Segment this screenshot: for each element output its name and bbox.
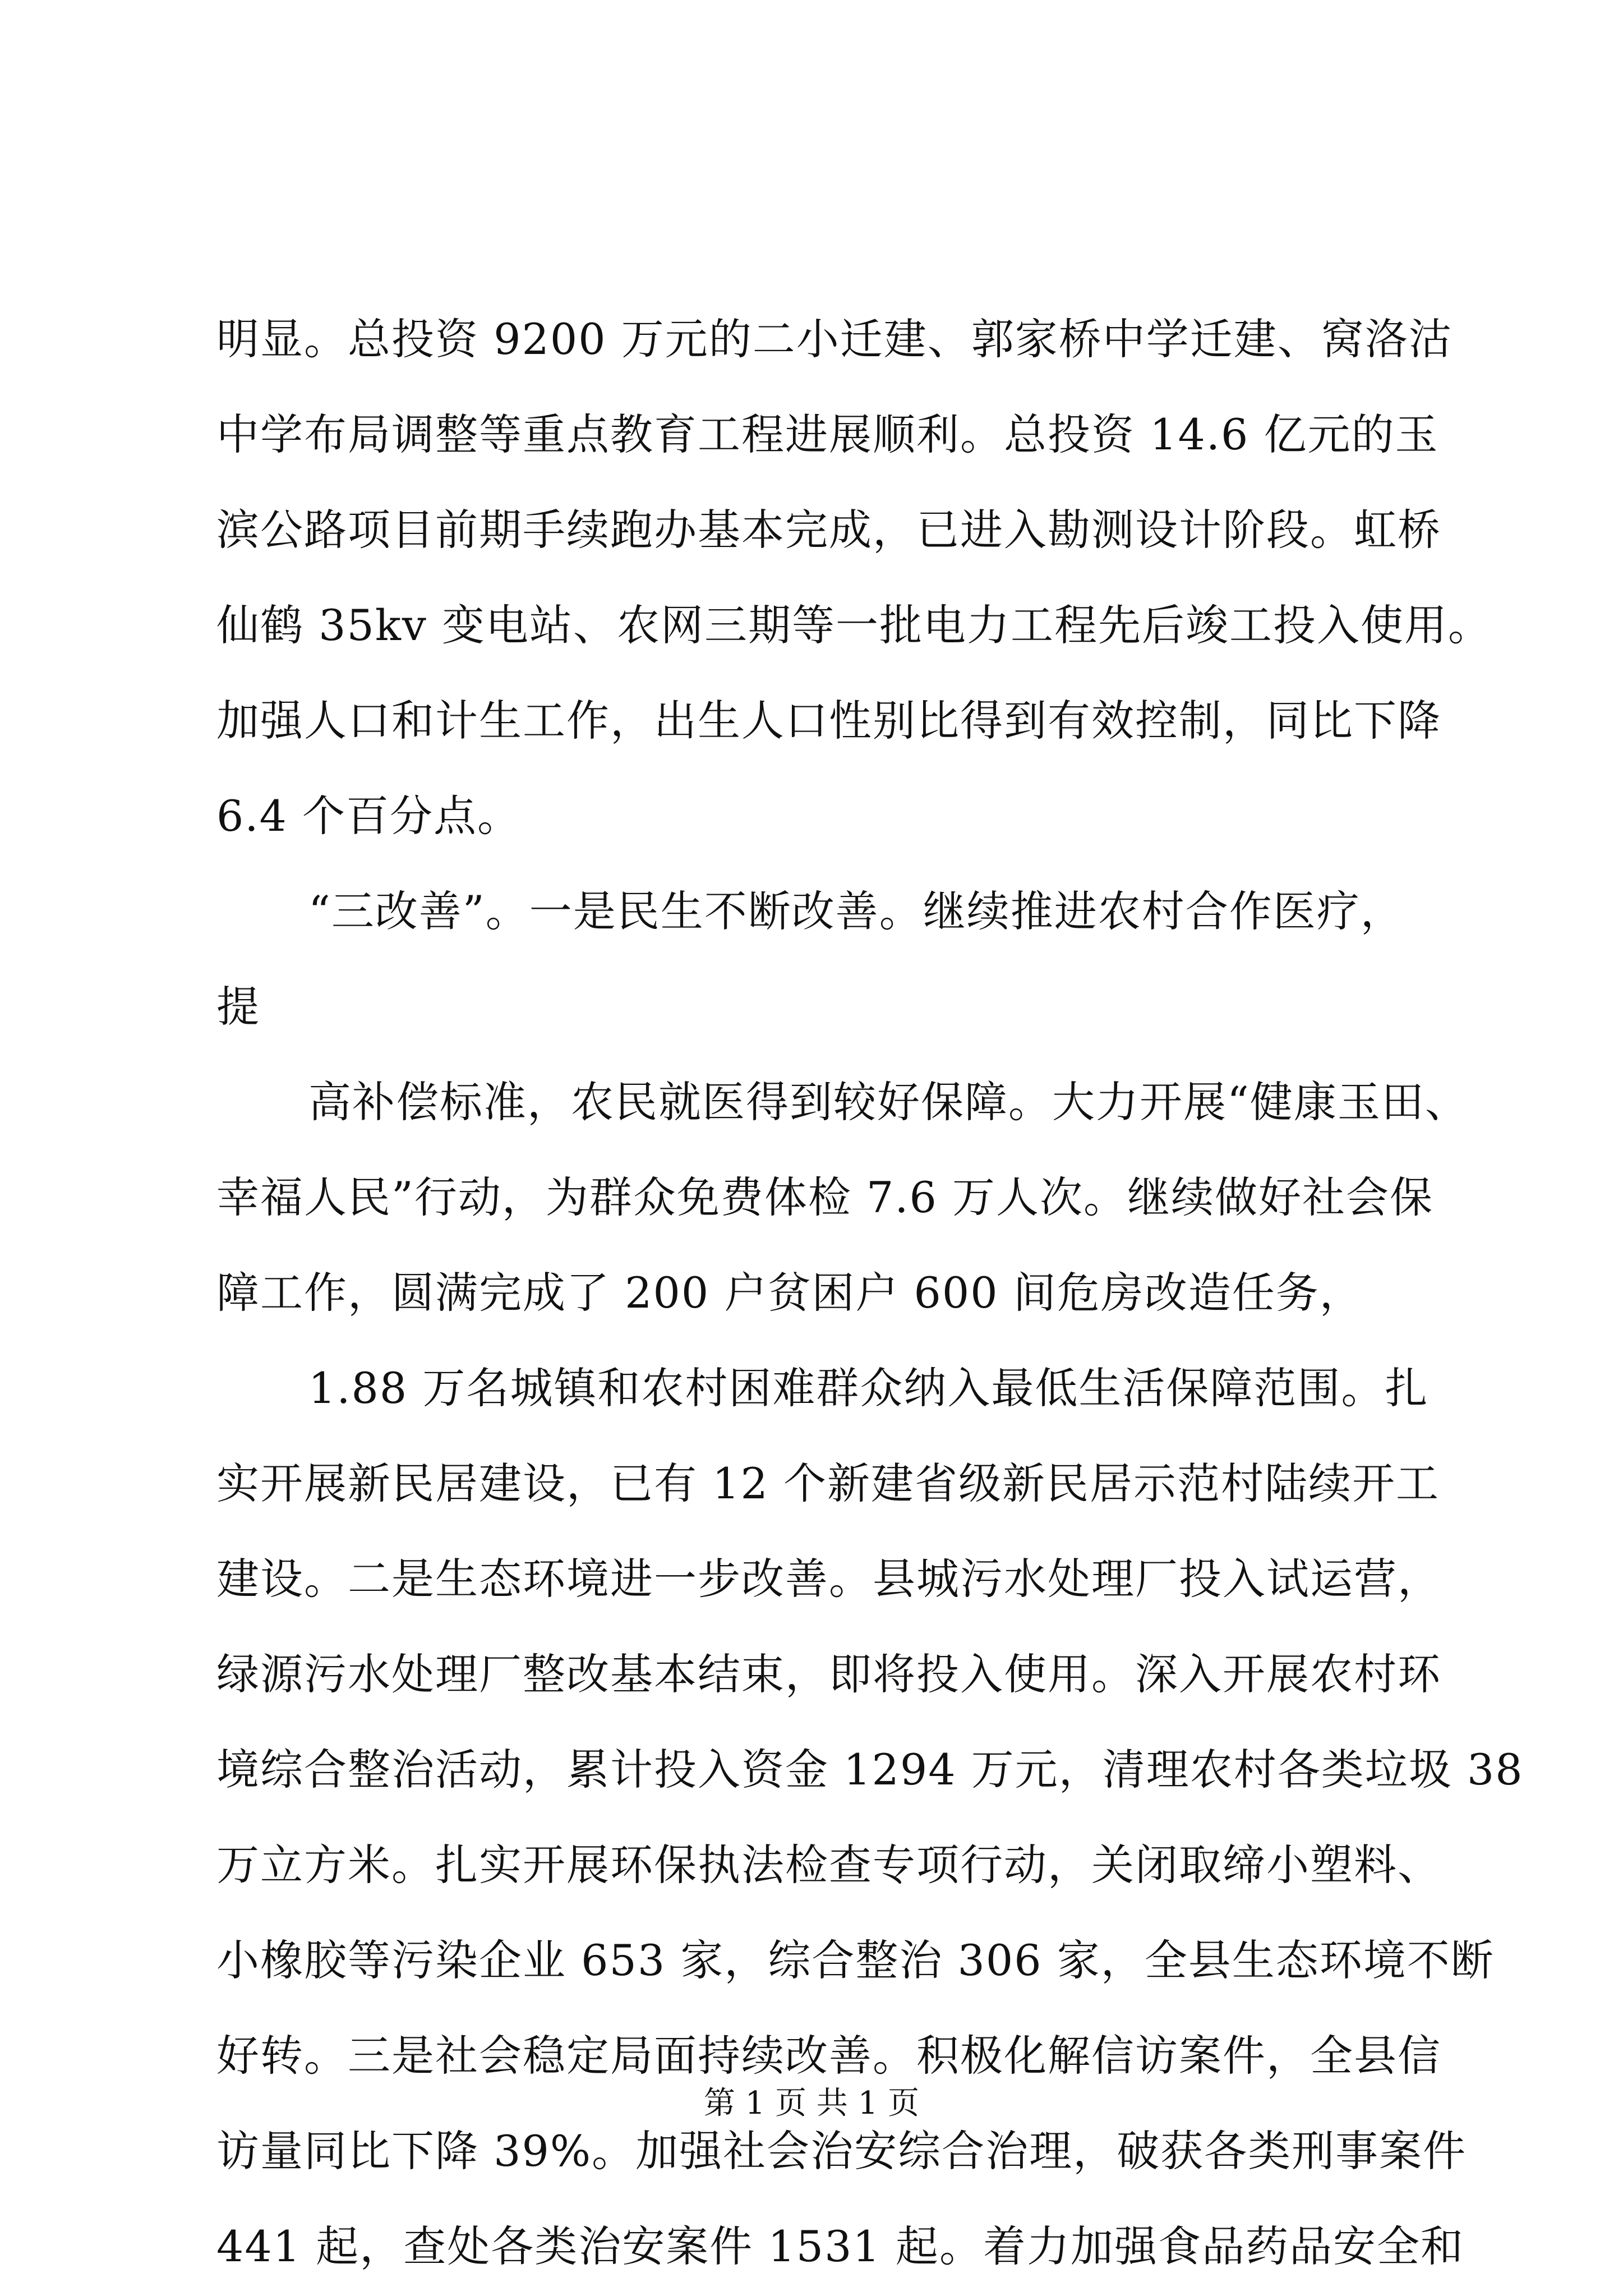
- text-line: 访量同比下降 39%。加强社会治安综合治理，破获各类刑事案件: [216, 2126, 1467, 2176]
- document-body: [216, 292, 1524, 2294]
- text-line: 6.4 个百分点。: [216, 791, 522, 841]
- text-line: 好转。三是社会稳定局面持续改善。积极化解信访案件，全县信: [216, 2031, 1441, 2081]
- text-line: 仙鹤 35kv 变电站、农网三期等一批电力工程先后竣工投入使用。: [216, 600, 1492, 650]
- page-footer: 第 1 页 共 1 页: [703, 2085, 920, 2122]
- text-line: “三改善”。一是民生不断改善。继续推进农村合作医疗，: [308, 886, 1404, 936]
- text-line: 加强人口和计生工作，出生人口性别比得到有效控制，同比下降: [216, 696, 1441, 746]
- text-line: 万立方米。扎实开展环保执法检查专项行动，关闭取缔小塑料、: [216, 1840, 1441, 1890]
- text-line: 建设。二是生态环境进一步改善。县城污水处理厂投入试运营，: [216, 1554, 1441, 1604]
- text-line: 小橡胶等污染企业 653 家，综合整治 306 家，全县生态环境不断: [216, 1935, 1495, 1985]
- text-line: 绿源污水处理厂整改基本结束，即将投入使用。深入开展农村环: [216, 1649, 1441, 1699]
- text-line: 高补偿标准，农民就医得到较好保障。大力开展“健康玉田、: [308, 1077, 1469, 1127]
- text-line: 滨公路项目前期手续跑办基本完成，已进入勘测设计阶段。虹桥: [216, 505, 1441, 555]
- text-line: 幸福人民”行动，为群众免费体检 7.6 万人次。继续做好社会保: [216, 1172, 1434, 1222]
- text-line: 实开展新民居建设，已有 12 个新建省级新民居示范村陆续开工: [216, 1458, 1440, 1508]
- text-line: 1.88 万名城镇和农村困难群众纳入最低生活保障范围。扎: [308, 1363, 1429, 1413]
- text-line: 提: [216, 982, 260, 1032]
- text-line: 境综合整治活动，累计投入资金 1294 万元，清理农村各类垃圾 38: [216, 1745, 1524, 1795]
- text-line: 441 起，查处各类治安案件 1531 起。着力加强食品药品安全和: [216, 2221, 1464, 2271]
- text-line: 明显。总投资 9200 万元的二小迁建、郭家桥中学迁建、窝洛沽: [216, 314, 1453, 364]
- text-line: 中学布局调整等重点教育工程进展顺利。总投资 14.6 亿元的玉: [216, 409, 1439, 459]
- text-line: 障工作，圆满完成了 200 户贫困户 600 间危房改造任务，: [216, 1268, 1363, 1318]
